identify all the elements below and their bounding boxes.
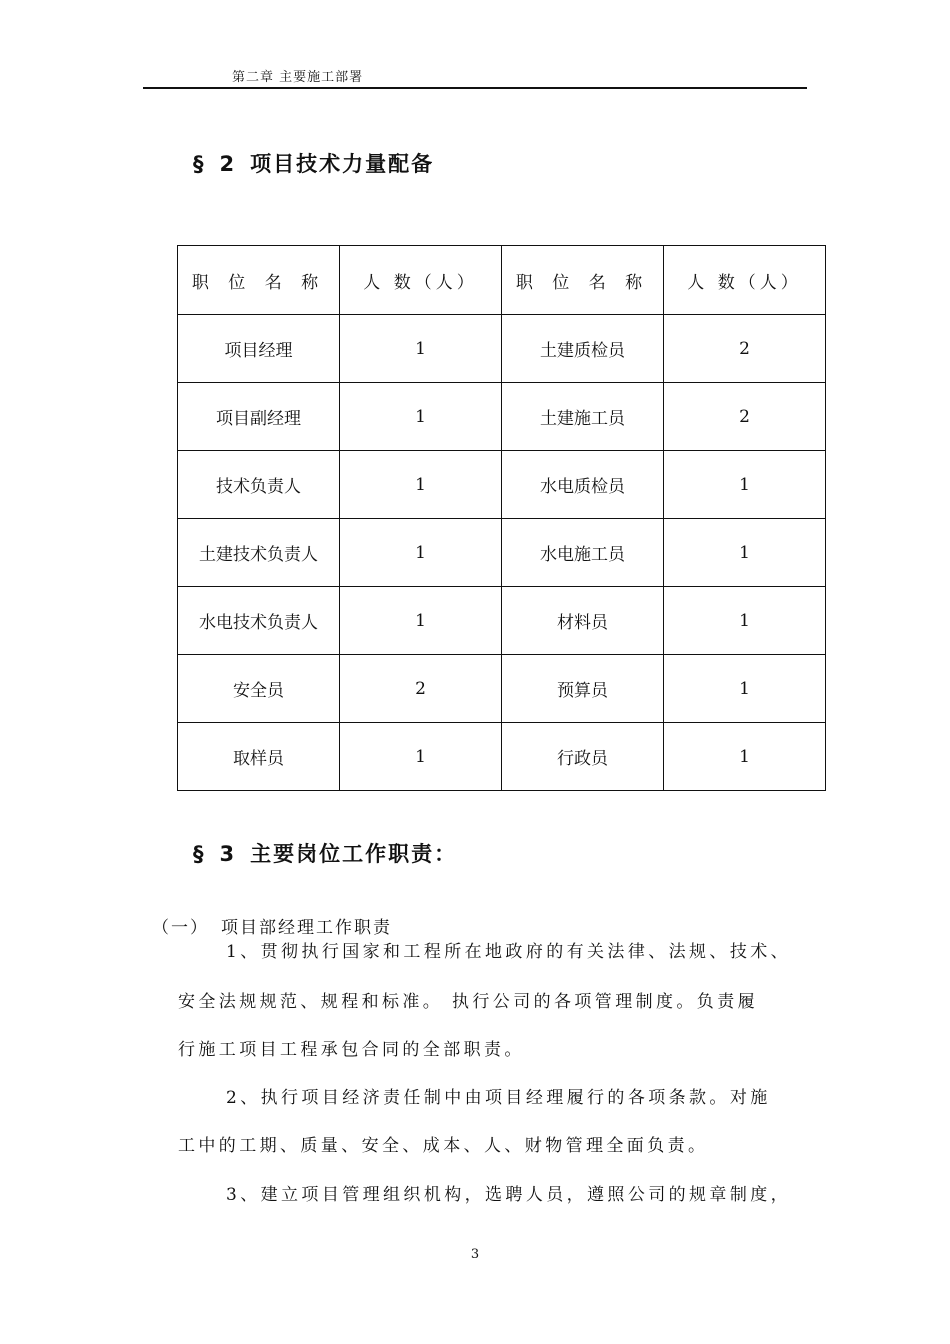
body-line: 行施工项目工程承包合同的全部职责。 [178,1040,525,1060]
position-cell: 水电技术负责人 [178,587,340,655]
position-cell: 材料员 [502,587,664,655]
count-cell: 1 [340,383,502,451]
body-line: 3、建立项目管理组织机构，选聘人员，遵照公司的规章制度， [226,1185,792,1205]
table-row [178,315,826,383]
section-sign: § [193,842,206,866]
table-row [178,451,826,519]
section-number: 2 [219,152,237,176]
subsection-title: 项目部经理工作职责 [221,918,392,938]
position-cell: 安全员 [178,655,340,723]
header-cell-count: 人 数（人） [340,246,502,315]
table-row [178,723,826,791]
count-cell: 2 [664,383,826,451]
position-cell: 预算员 [502,655,664,723]
section-number: 3 [219,842,237,866]
section-3-heading [193,838,457,868]
body-line: 2、执行项目经济责任制中由项目经理履行的各项条款。对施 [226,1088,771,1108]
count-cell: 1 [664,451,826,519]
count-cell: 1 [664,587,826,655]
count-cell: 1 [340,315,502,383]
count-cell: 1 [340,587,502,655]
count-cell: 1 [664,519,826,587]
count-cell: 1 [340,451,502,519]
subsection-heading [152,913,392,938]
position-cell: 土建技术负责人 [178,519,340,587]
header-rule [143,87,807,89]
count-cell: 1 [340,519,502,587]
count-cell: 1 [664,655,826,723]
count-cell: 1 [340,723,502,791]
position-cell: 项目经理 [178,315,340,383]
count-cell: 2 [664,315,826,383]
count-cell: 2 [340,655,502,723]
body-line: 安全法规规范、规程和标准。 执行公司的各项管理制度。负责履 [178,992,759,1012]
position-cell: 取样员 [178,723,340,791]
position-cell: 技术负责人 [178,451,340,519]
section-2-heading [193,148,434,178]
position-cell: 水电施工员 [502,519,664,587]
staffing-table [177,245,826,791]
header-cell-position: 职 位 名 称 [502,246,664,315]
body-line: 1、贯彻执行国家和工程所在地政府的有关法律、法规、技术、 [226,942,792,962]
header-cell-position: 职 位 名 称 [178,246,340,315]
subsection-marker: （一） [152,918,209,938]
page-number: 3 [470,1247,480,1262]
table-row [178,655,826,723]
count-cell: 1 [664,723,826,791]
position-cell: 土建施工员 [502,383,664,451]
table-row [178,587,826,655]
section-title: 项目技术力量配备 [250,152,435,176]
section-title: 主要岗位工作职责： [250,842,458,866]
running-header: 第二章 主要施工部署 [232,70,364,85]
position-cell: 项目副经理 [178,383,340,451]
body-line: 工中的工期、质量、安全、成本、人、财物管理全面负责。 [178,1136,709,1156]
position-cell: 行政员 [502,723,664,791]
header-cell-count: 人 数（人） [664,246,826,315]
section-sign: § [193,152,206,176]
position-cell: 土建质检员 [502,315,664,383]
table-row [178,383,826,451]
table-header-row [178,246,826,315]
position-cell: 水电质检员 [502,451,664,519]
table-row [178,519,826,587]
